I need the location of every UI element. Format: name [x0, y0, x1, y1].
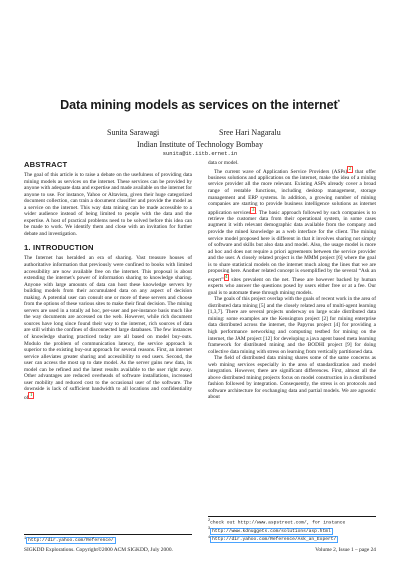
intro-body — [24, 255, 192, 401]
footnote-link[interactable]: http://dir.yahoo.com/Reference/ — [28, 538, 114, 544]
footnote: $^3$ http://www.kdnuggets.com/solutions/asp.html — [208, 527, 331, 534]
title-footnote-mark: * — [337, 100, 340, 106]
page-number: Volume 2, Issue 1 – page 24 — [315, 547, 376, 553]
right-paragraph-4: The field of distributed data mining shares some of the same concerns as web mining services especially in the area of standardization and model integration. However, there are significant differences. First, almost all the above distributed mining projects focus on model construction in a distributed fashion followed by integration. Consequently, the stress is on protocols and software architecture for exchanging data and partial models. We are agnostic about — [208, 355, 376, 401]
left-column — [24, 160, 192, 401]
footnote: $^2$check out http://www.aspstreet.com/, for instance — [208, 519, 346, 526]
footnote-ref-3: 3 — [251, 207, 255, 213]
footnote-link[interactable]: http://dir.yahoo.com/Reference/Ask_an_Expert/ — [212, 537, 337, 543]
title-text: Data mining models as services on the internet — [60, 98, 338, 112]
footnote-ref-4: 4 — [225, 274, 228, 280]
author-name: Sree Hari Nagaralu — [219, 128, 281, 137]
intro-text: The Internet has heralded an era of sharing. Vast treasure houses of authoritative information that previously were confined to books with limited accessibility are now available free on the internet. This proposal is about extending the internet's power of information sharing to knowledge sharing. Anyone with large amounts of data can host these knowledge servers by building models from their accumulated data on any aspect of decision making. A potential user can consult one or more of these servers and choose from the options of these various sites to make their final decision. The mining servers are used in a totally ad hoc, per-user and per-instance basis much like the way documents are accessed on the web. However, while rich document sources have long since found their way to the internet, rich sources of data are still within the confines of disconnected large databases. The few instances of knowledge sharing practiced today are all based on model buy-outs. Modulo the problem of communication latency, the service approach is superior to the existing buy-out approach for several reasons. First, an internet service alleviates greater sharing and accessibility to end users. Second, the user can access the most up to date model. As the server gains new data, its model can be refined and the latest results available to the user right away. Other advantages are reduced overheads of software installations, increased user mobility and reduced cost to the occasional user of the software. The downside is lack of sufficient bandwidth to all locations and confidentiality of — [24, 255, 192, 401]
footnotes-right — [208, 516, 376, 543]
footnote-ref-2: 2 — [348, 166, 352, 172]
footnotes-left — [24, 534, 192, 544]
footnote-link[interactable]: http://www.kdnuggets.com/solutions/asp.html — [212, 528, 331, 534]
intro-heading: 1. INTRODUCTION — [24, 243, 94, 253]
author-name: Sunita Sarawagi — [107, 128, 160, 137]
right-paragraph-1: data or model. — [208, 160, 239, 166]
footnote-ref-1: 1 — [29, 392, 33, 398]
footnote: $^1$ http://dir.yahoo.com/Reference/ — [24, 537, 114, 544]
journal-citation: SIGKDD Explorations. Copyright©2000 ACM SIGKDD, July 2000. — [24, 547, 173, 553]
abstract-body: The goal of this article is to raise a debate on the usefulness of providing data mining models as services on the internet. These services can be provided by anyone with adequate data and expertise and made available on the internet for anyone to use. For instance, Yahoo or Altavista, given their huge categorized document collection, can train a document classifier and provide the model as a service on the internet. This way data mining can be made accessible to a wider audience instead of being limited to people with the data and the expertise. A host of practical problems need to be solved before this idea can be made to work. We identify them and close with an invitation for further debate and investigation. — [24, 172, 192, 237]
right-paragraph-3: The goals of this project overlap with the goals of recent work in the area of distributed data mining [5] and the closely related area of multi-agent learning [1,3,7]. There are several projects underway on large scale distributed data mining: some examples are the Kensington project [2] for mining enterprise data distributed across the internet, the Papyrus project [4] for providing a high performance networking and computing testbed for mining on the internet, the JAM project [12] for developing a java agent based meta learning framework for distributed mining and the BODHI project [9] for doing collective data mining with stress on learning from vertically partitioned data. — [208, 296, 376, 355]
author-email: sunita@it.iitb.ernet.in — [162, 151, 238, 157]
right-paragraph-2: The current wave of Application Service Providers (ASPs) $^2$ that offer business solutions and applications on the internet, make the idea of a mining service provider all the more relevant. Existing ASPs already cover a broad range of rentable functions, including desktop management, storage management and ERP systems. In addition, a growing number of mining companies are starting to provide business intelligence solutions as internet application services $^3$ . The basic approach followed by such companies is to retrieve the customer data from their operational system, in some cases augment it with relevant demographic data available from the company and provide the mined knowledge as a web interface for the client. The mining service model proposed here is different in that it involves sharing not simply of software and skills but also data and model. Also, the usage model is more ad hoc and does not require a priori agreements between the service provider and the user. A closely related project is the MMM project [6] where the goal is to share statistical models on the internet much along the lines that we are proposing here. Another related concept is exemplified by the several “Ask an expert” $^4$ sites prevalent on the net. These are however backed by human experts who answer the questions posed by users either free or at a fee. Our goal is to automate these through mining models. — [208, 166, 376, 296]
footnote-link[interactable]: check out http://www.aspstreet.com/, for instance — [210, 520, 346, 526]
affiliation: Indian Institute of Technology Bombay — [137, 140, 263, 149]
paper-title — [20, 96, 380, 113]
right-column — [208, 160, 376, 401]
footnote: $^4$ http://dir.yahoo.com/Reference/Ask_an_Expert/ — [208, 535, 337, 543]
abstract-heading: ABSTRACT — [24, 160, 68, 169]
